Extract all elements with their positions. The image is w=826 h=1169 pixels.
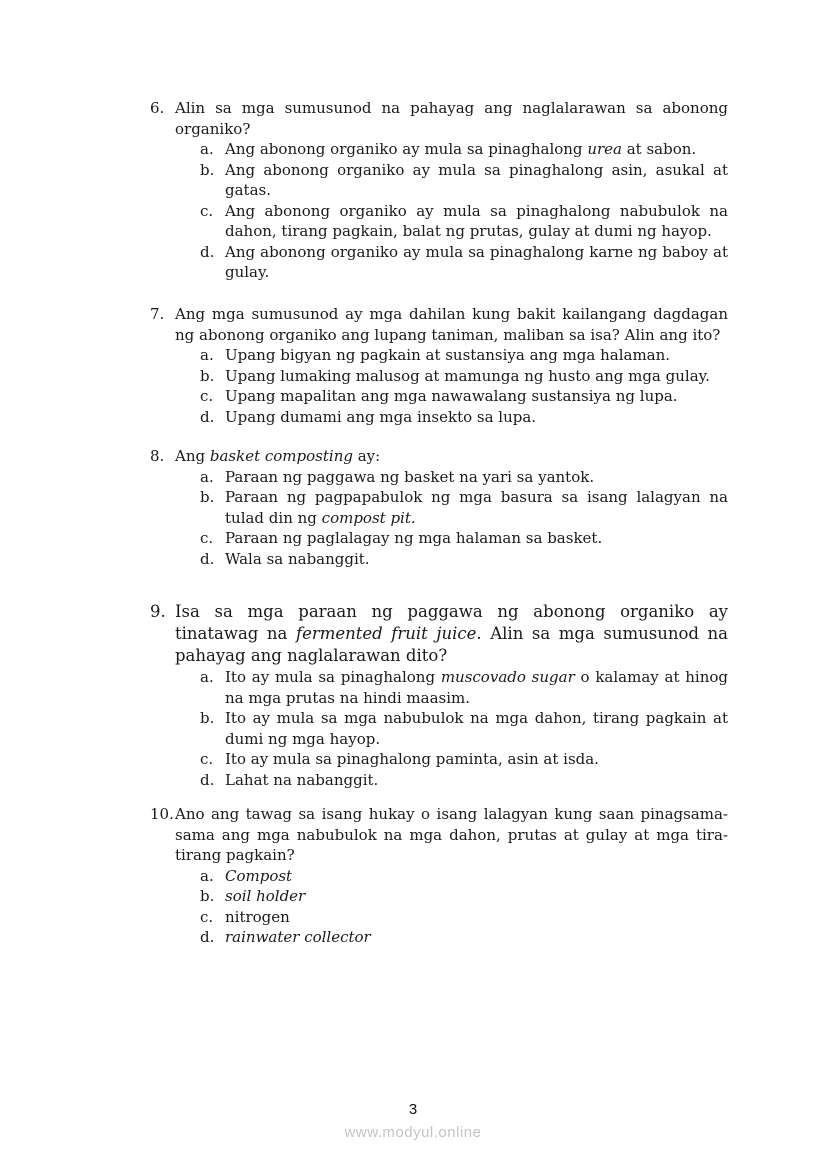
text-run: Ang [175,447,210,465]
option-letter: c. [200,387,214,405]
option-text [225,407,728,428]
answer-option[interactable] [200,667,728,708]
question-number: 10. [150,805,174,823]
option-letter: a. [200,866,214,885]
question-stem [150,98,728,139]
option-text [225,927,728,948]
question-text [175,98,728,139]
text-run: Wala sa nabanggit. [225,549,370,568]
question-stem [150,304,728,345]
text-run: . Alin sa mga sumusunod na pahayag ang naglalarawan dito? [175,624,728,665]
answer-option[interactable] [200,386,728,407]
answer-option[interactable] [200,886,728,907]
option-text [225,528,728,549]
option-text [225,487,728,528]
question-text [175,601,728,667]
option-letter: d. [200,242,215,261]
option-text [225,886,728,907]
answer-options [150,866,728,948]
option-letter: c. [200,529,214,547]
option-text [225,866,728,887]
option-letter: b. [200,887,215,905]
option-text [225,366,728,387]
answer-option[interactable] [200,927,728,948]
option-letter: c. [200,750,214,768]
answer-option[interactable] [200,467,728,488]
answer-option[interactable] [200,770,728,791]
italic-term: urea [587,140,622,158]
option-text [225,708,728,749]
option-text [225,667,728,708]
answer-options [150,139,728,283]
text-run: Ano ang tawag sa isang hukay o isang lalagyan kung saan pinagsama-sama ang mga nabubulok na mga dahon, prutas at gulay at mga tira-tirang pagkain? [175,805,728,864]
option-letter: d. [200,549,215,568]
option-text [225,907,728,928]
answer-option[interactable] [200,139,728,160]
question-10 [150,804,728,948]
option-text [225,549,728,570]
text-run: Ang abonong organiko ay mula sa pinaghalong karne ng baboy at gulay. [225,242,728,281]
answer-option[interactable] [200,242,728,283]
text-run: Paraan ng pagpapabulok ng mga basura sa isang lalagyan na tulad din ng [225,488,728,527]
text-run: Alin sa mga sumusunod na pahayag ang naglalarawan sa abonong organiko? [175,99,728,138]
option-letter: a. [200,668,214,686]
page-number: 3 [408,1101,418,1118]
option-text [225,139,728,160]
text-run: Paraan ng paglalagay ng mga halaman sa basket. [225,529,603,547]
option-letter: c. [200,201,214,220]
option-letter: b. [200,366,215,385]
text-run: Ang abonong organiko ay mula sa pinaghalong nabubulok na dahon, tirang pagkain, balat ng prutas, gulay at dumi ng hayop. [225,201,728,240]
answer-option[interactable] [200,866,728,887]
text-run: ay: [352,447,381,465]
text-run: Upang dumami ang mga insekto sa lupa. [225,407,537,426]
question-number: 6. [150,99,165,117]
option-letter: d. [200,770,215,789]
text-run: at sabon. [621,140,697,158]
watermark: www.modyul.online [344,1124,482,1141]
italic-term: soil holder [225,887,306,905]
italic-term: muscovado sugar [440,668,575,686]
option-text [225,770,728,791]
question-number: 8. [150,447,165,465]
option-letter: b. [200,160,215,179]
question-9 [150,601,728,790]
answer-option[interactable] [200,528,728,549]
question-8 [150,446,728,569]
italic-term: compost pit. [321,508,416,527]
question-stem [150,804,728,866]
option-letter: a. [200,467,214,486]
text-run: Upang mapalitan ang mga nawawalang sustansiya ng lupa. [225,387,678,405]
italic-term: rainwater collector [225,928,371,946]
option-letter: c. [200,907,214,926]
option-text [225,242,728,283]
italic-term: fermented fruit juice [295,624,477,643]
answer-option[interactable] [200,749,728,770]
answer-options [150,345,728,427]
answer-option[interactable] [200,708,728,749]
question-number: 7. [150,305,165,323]
option-letter: d. [200,407,215,426]
answer-option[interactable] [200,201,728,242]
option-text [225,201,728,242]
answer-options [150,467,728,570]
text-run: o kalamay at hinog na mga prutas na hindi maasim. [225,668,729,707]
answer-option[interactable] [200,407,728,428]
italic-term: basket composting [209,447,353,465]
text-run: Lahat na nabanggit. [225,770,379,789]
text-run: Upang bigyan ng pagkain at sustansiya ang mga halaman. [225,346,671,364]
question-stem [150,446,728,467]
option-text [225,467,728,488]
option-text [225,386,728,407]
answer-option[interactable] [200,907,728,928]
text-run: Ang abonong organiko ay mula sa pinaghalong asin, asukal at gatas. [225,160,728,199]
question-number: 9. [150,602,166,621]
answer-option[interactable] [200,549,728,570]
text-run: Ito ay mula sa mga nabubulok na mga dahon, tirang pagkain at dumi ng mga hayop. [225,709,728,748]
text-run: Isa sa mga paraan ng paggawa ng abonong organiko ay tinatawag na [175,602,728,643]
answer-option[interactable] [200,160,728,201]
text-run: Ang mga sumusunod ay mga dahilan kung bakit kailangang dagdagan ng abonong organiko ang lupang taniman, maliban sa isa? Alin ang ito? [175,305,728,344]
option-text [225,749,728,770]
text-run: Paraan ng paggawa ng basket na yari sa yantok. [225,467,595,486]
question-6 [150,98,728,283]
italic-term: Compost [225,866,293,885]
text-run: Upang lumaking malusog at mamunga ng husto ang mga gulay. [225,366,710,385]
answer-option[interactable] [200,487,728,528]
question-stem [150,601,728,667]
text-run: Ang abonong organiko ay mula sa pinaghalong [225,140,588,158]
text-run: Ito ay mula sa pinaghalong paminta, asin at isda. [225,750,599,768]
question-text [175,446,728,467]
answer-option[interactable] [200,345,728,366]
answer-options [150,667,728,790]
option-letter: b. [200,709,215,727]
text-run: nitrogen [225,907,290,926]
option-letter: a. [200,346,214,364]
option-text [225,160,728,201]
option-letter: d. [200,928,215,946]
option-letter: b. [200,488,215,506]
option-letter: a. [200,140,214,158]
text-run: Ito ay mula sa pinaghalong [225,668,441,686]
question-7 [150,304,728,427]
answer-option[interactable] [200,366,728,387]
question-text [175,804,728,866]
question-text [175,304,728,345]
option-text [225,345,728,366]
